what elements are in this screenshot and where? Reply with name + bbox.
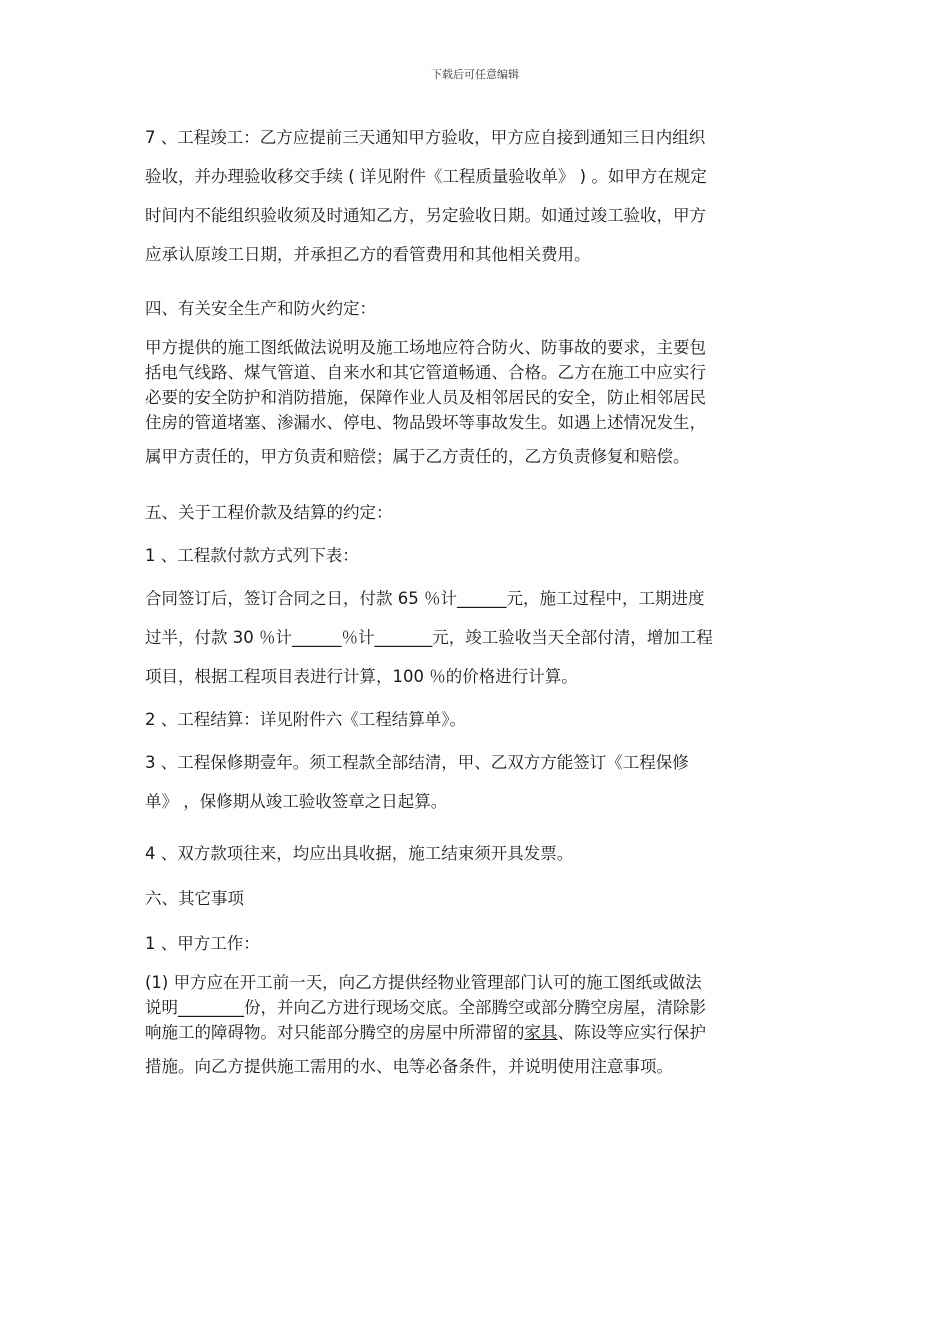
text-line: 说明________份，并向乙方进行现场交底。全部腾空或部分腾空房屋，清除影 (145, 998, 706, 1017)
section-5-heading: 五、关于工程价款及结算的约定： (145, 503, 393, 522)
text-line: 验收，并办理验收移交手续 ( 详见附件《工程质量验收单》 ) 。如甲方在规定 (145, 167, 707, 186)
page-header: 下载后可任意编辑 (431, 68, 519, 81)
section-7-completion (145, 118, 807, 274)
text-line: 项目，根据工程项目表进行计算，100 ％的价格进行计算。 (145, 667, 578, 686)
text-line: (1) 甲方应在开工前一天，向乙方提供经物业管理部门认可的施工图纸或做法 (145, 973, 702, 992)
settlement-item: 2 、工程结算：详见附件六《工程结算单》。 (145, 710, 466, 729)
text-line: 必要的安全防护和消防措施，保障作业人员及相邻居民的安全，防止相邻居民 (145, 388, 706, 407)
party-a-duties-item: 1 、甲方工作： (145, 934, 260, 953)
text-line: 住房的管道堵塞、渗漏水、停电、物品毁坏等事故发生。如遇上述情况发生， (145, 413, 706, 432)
section-6-heading: 六、其它事项 (145, 889, 244, 908)
text-line: 应承认原竣工日期，并承担乙方的看管费用和其他相关费用。 (145, 245, 591, 264)
receipts-item: 4 、双方款项往来，均应出具收据，施工结束须开具发票。 (145, 844, 574, 863)
text-line: 括电气线路、煤气管道、自来水和其它管道畅通、合格。乙方在施工中应实行 (145, 363, 706, 382)
text-line: 过半，付款 30 ％计______％计_______元，竣工验收当天全部付清，增加工程 (145, 628, 713, 647)
text-line: 单》 ，保修期从竣工验收签章之日起算。 (145, 792, 448, 811)
document-body (145, 118, 807, 1086)
text-line: 属甲方责任的，甲方负责和赔偿；属于乙方责任的，乙方负责修复和赔偿。 (145, 447, 690, 466)
party-a-work-paragraph (145, 970, 807, 1086)
safety-paragraph (145, 335, 807, 476)
section-4-heading: 四、有关安全生产和防火约定： (145, 299, 376, 318)
payment-paragraph (145, 579, 807, 696)
text-line: 7 、工程竣工：乙方应提前三天通知甲方验收，甲方应自接到通知三日内组织 (145, 128, 706, 147)
furniture-underlined-term: 家具 (524, 1023, 558, 1042)
text-line: 合同签订后，签订合同之日，付款 65 ％计______元，施工过程中，工期进度 (145, 589, 705, 608)
text-line: 时间内不能组织验收须及时通知乙方，另定验收日期。如通过竣工验收，甲方 (145, 206, 706, 225)
text-line (145, 1020, 807, 1045)
text-line: 措施。向乙方提供施工需用的水、电等必备条件，并说明使用注意事项。 (145, 1057, 673, 1076)
text-segment: 响施工的障碍物。对只能部分腾空的房屋中所滞留的 (145, 1023, 525, 1042)
text-line: 甲方提供的施工图纸做法说明及施工场地应符合防火、防事故的要求，主要包 (145, 338, 706, 357)
text-line: 3 、工程保修期壹年。须工程款全部结清，甲、乙双方方能签订《工程保修 (145, 753, 689, 772)
text-segment: 、陈设等应实行保护 (557, 1023, 706, 1042)
payment-method-item: 1 、工程款付款方式列下表： (145, 546, 359, 565)
warranty-item (145, 743, 807, 821)
